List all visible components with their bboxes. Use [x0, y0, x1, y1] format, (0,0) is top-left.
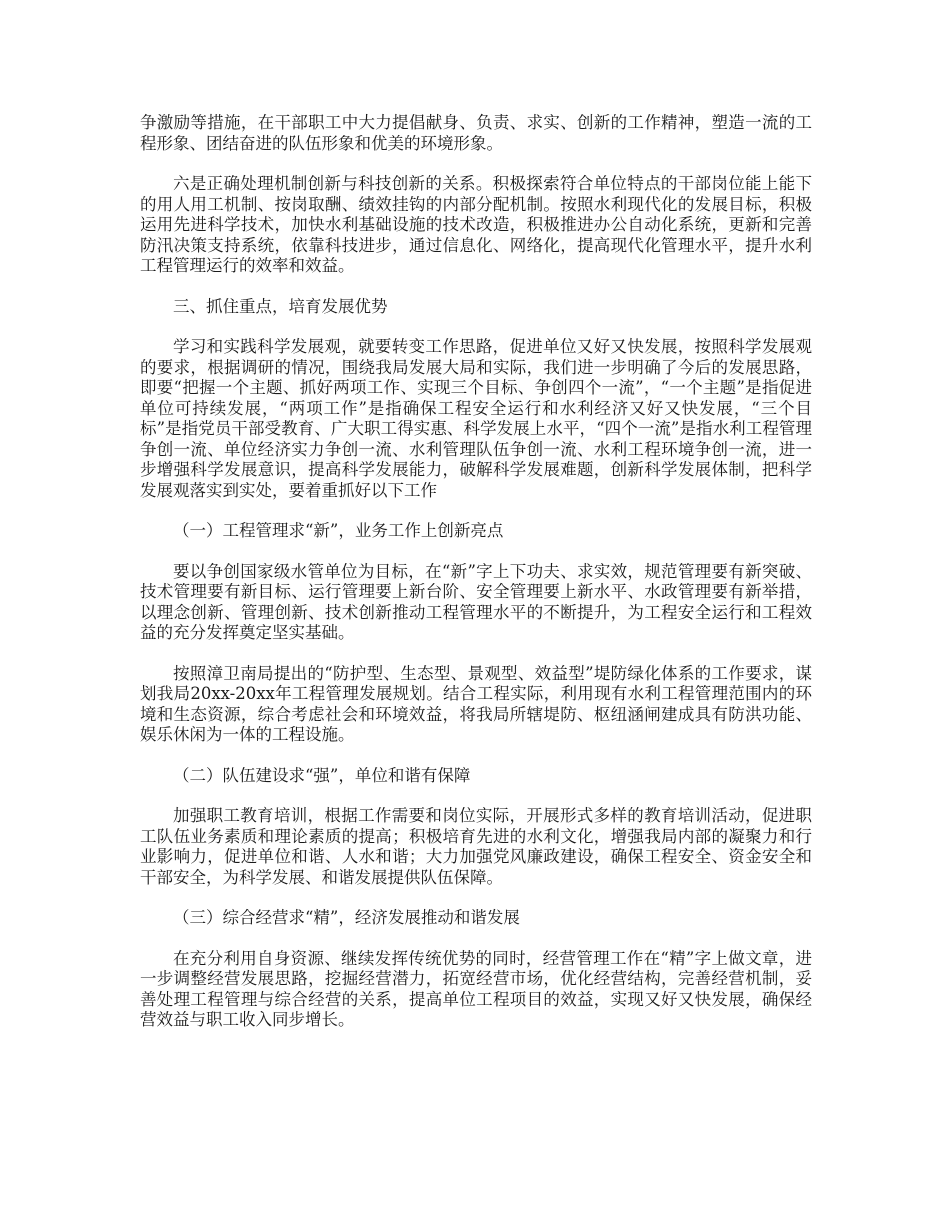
paragraph-engineering-management: 要以争创国家级水管单位为目标，在“新”字上下功夫、求实效，规范管理要有新突破、技术管理要有新目标、运行管理要上新台阶、安全管理要上新水平、水政管理要有新举措，以理念创新、管理创新、技术创新推动工程管理水平的不断提升，为工程安全运行和工程效益的充分发挥奠定坚实基础。: [140, 561, 812, 642]
subheading-engineering-management: （一）工程管理求“新”，业务工作上创新亮点: [173, 521, 504, 540]
paragraph-development-approach: 学习和实践科学发展观，就要转变工作思路，促进单位又好又快发展，按照科学发展观的要求，根据调研的情况，围绕我局发展大局和实际，我们进一步明确了今后的发展思路，即要“把握一个主题、抓好两项工作、实现三个目标、争创四个一流”，“一个主题”是指促进单位可持续发展，“两项工作”是指确保工程安全运行和水利经济又好又快发展，“三个目标”是指党员干部受教育、广大职工得实惠、科学发展上水平，“四个一流”是指水利工程管理争创一流、单位经济实力争创一流、水利管理队伍争创一流、水利工程环境争创一流，进一步增强科学发展意识，提高科学发展能力，破解科学发展难题，创新科学发展体制，把科学发展观落实到实处，要着重抓好以下工作: [140, 337, 812, 500]
paragraph-greening-plan: 按照漳卫南局提出的“防护型、生态型、景观型、效益型”堤防绿化体系的工作要求，谋划我局20xx-20xx年工程管理发展规划。结合工程实际，利用现有水利工程管理范围内的环境和生态资源，综合考虑社会和环境效益，将我局所辖堤防、枢纽涵闸建成具有防洪功能、娱乐休闲为一体的工程设施。: [140, 663, 812, 744]
paragraph-team-building: 加强职工教育培训，根据工作需要和岗位实际，开展形式多样的教育培训活动，促进职工队伍业务素质和理论素质的提高；积极培育先进的水利文化，增强我局内部的凝聚力和行业影响力，促进单位和谐、人水和谐；大力加强党风廉政建设，确保工程安全、资金安全和干部安全，为科学发展、和谐发展提供队伍保障。: [140, 806, 812, 887]
document-body: [140, 113, 812, 1051]
subheading-team-building: （二）队伍建设求“强”，单位和谐有保障: [173, 765, 471, 785]
paragraph-item-six: 六是正确处理机制创新与科技创新的关系。积极探索符合单位特点的干部岗位能上能下的用人用工机制、按岗取酬、绩效挂钩的内部分配机制。按照水利现代化的发展目标，积极运用先进科学技术，加快水利基础设施的技术改造，积极推进办公自动化系统，更新和完善防汛决策支持系统，依靠科技进步，通过信息化、网络化，提高现代化管理水平，提升水利工程管理运行的效率和效益。: [140, 174, 812, 275]
subheading-comprehensive-operation: （三）综合经营求“精”，经济发展推动和谐发展: [173, 908, 520, 927]
paragraph-continuation: 争激励等措施，在干部职工中大力提倡献身、负责、求实、创新的工作精神，塑造一流的工程形象、团结奋进的队伍形象和优美的环境形象。: [140, 113, 812, 153]
paragraph-comprehensive-operation: 在充分利用自身资源、继续发挥传统优势的同时，经营管理工作在“精”字上做文章，进一步调整经营发展思路，挖掘经营潜力，拓宽经营市场，优化经营结构，完善经营机制，妥善处理工程管理与综合经营的关系，提高单位工程项目的效益，实现又好又快发展，确保经营效益与职工收入同步增长。: [140, 948, 812, 1029]
section-heading-three: 三、抓住重点，培育发展优势: [173, 296, 388, 316]
